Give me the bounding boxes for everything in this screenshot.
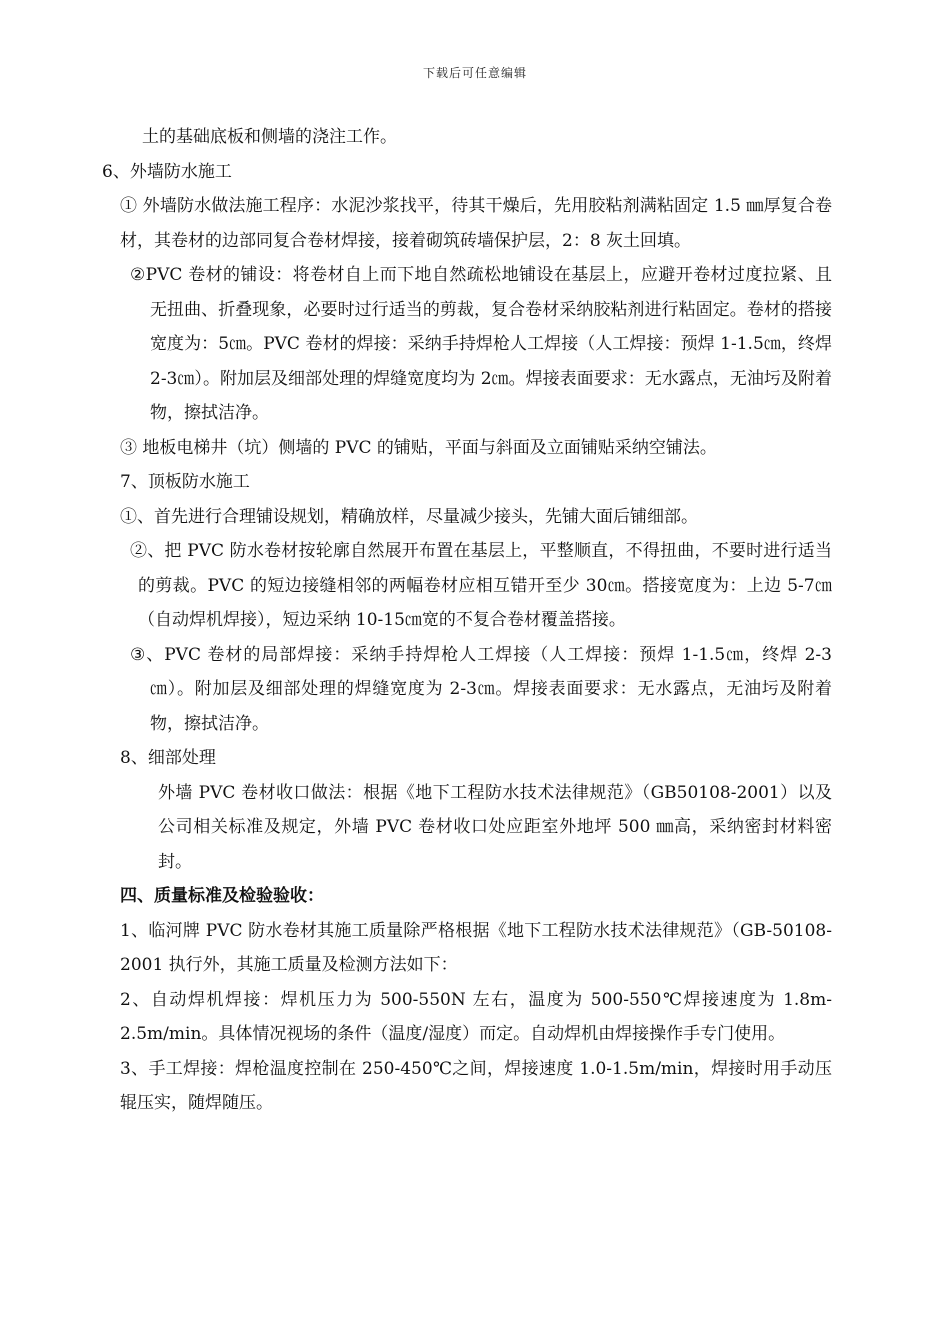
paragraph-quality-2: 2、自动焊机焊接：焊机压力为 500-550N 左右，温度为 500-550℃焊接速度为 1.8m-2.5m/min。具体情况视场的条件（温度/湿度）而定。自动焊机由焊接操作手专门使用。 <box>120 989 832 1044</box>
paragraph-local-welding: ③、PVC 卷材的局部焊接：采纳手持焊枪人工焊接（人工焊接：预焊 1-1.5㎝，终焊 2-3㎝）。附加层及细部处理的焊缝宽度为 2-3㎝。焊接表面要求：无水露点，无油圬及附着物，擦拭洁净。 <box>130 644 832 734</box>
heading-exterior-wall-waterproofing: 6、外墙防水施工 <box>102 161 232 182</box>
paragraph-roof-layout: ②、把 PVC 防水卷材按轮廓自然展开布置在基层上，平整顺直，不得扭曲，不要时进行适当的剪裁。PVC 的短边接缝相邻的两幅卷材应相互错开至少 30㎝。搭接宽度为：上边 5-7㎝（自动焊机焊接），短边采纳 10-15㎝宽的不复合卷材覆盖搭接。 <box>130 541 832 630</box>
heading-detail-treatment: 8、细部处理 <box>120 748 216 768</box>
heading-roof-waterproofing: 7、顶板防水施工 <box>120 472 250 492</box>
page-header: 下载后可任意编辑 <box>422 66 527 80</box>
paragraph-quality-3: 3、手工焊接：焊枪温度控制在 250-450℃之间，焊接速度 1.0-1.5m/min，焊接时用手动压辊压实，随焊随压。 <box>120 1058 832 1113</box>
paragraph-pvc-laying: ②PVC 卷材的铺设：将卷材自上而下地自然疏松地铺设在基层上，应避开卷材过度拉紧、且无扭曲、折叠现象，必要时过行适当的剪裁，复合卷材采纳胶粘剂进行粘固定。卷材的搭接宽度为：5㎝。PVC 卷材的焊接：采纳手持焊枪人工焊接（人工焊接：预焊 1-1.5㎝，终焊 2-3㎝）。附加层及细部处理的焊缝宽度均为 2㎝。焊接表面要求：无水露点，无油圬及附着物，擦拭洁净。 <box>130 265 832 423</box>
paragraph-exterior-wall-procedure: ① 外墙防水做法施工程序：水泥沙浆找平，待其干燥后，先用胶粘剂满粘固定 1.5 ㎜厚复合卷材，其卷材的边部同复合卷材焊接，接着砌筑砖墙保护层，2：8 灰土回填。 <box>120 196 832 251</box>
paragraph-quality-1: 1、临河牌 PVC 防水卷材其施工质量除严格根据《地下工程防水技术法律规范》（GB-50108-2001 执行外，其施工质量及检测方法如下： <box>120 920 832 975</box>
paragraph-detail-treatment: 外墙 PVC 卷材收口做法：根据《地下工程防水技术法律规范》（GB50108-2001）以及公司相关标准及规定，外墙 PVC 卷材收口处应距室外地坪 500 ㎜高，采纳密封材料密封。 <box>158 782 832 872</box>
paragraph-elevator-pit: ③ 地板电梯井（坑）侧墙的 PVC 的铺贴，平面与斜面及立面铺贴采纳空铺法。 <box>120 437 717 458</box>
paragraph-continuation: 土的基础底板和侧墙的浇注工作。 <box>142 127 397 147</box>
document-body <box>102 120 832 1121</box>
heading-quality-standards: 四、质量标准及检验验收： <box>120 886 324 906</box>
paragraph-roof-planning: ①、首先进行合理铺设规划，精确放样，尽量减少接头，先铺大面后铺细部。 <box>120 506 698 527</box>
